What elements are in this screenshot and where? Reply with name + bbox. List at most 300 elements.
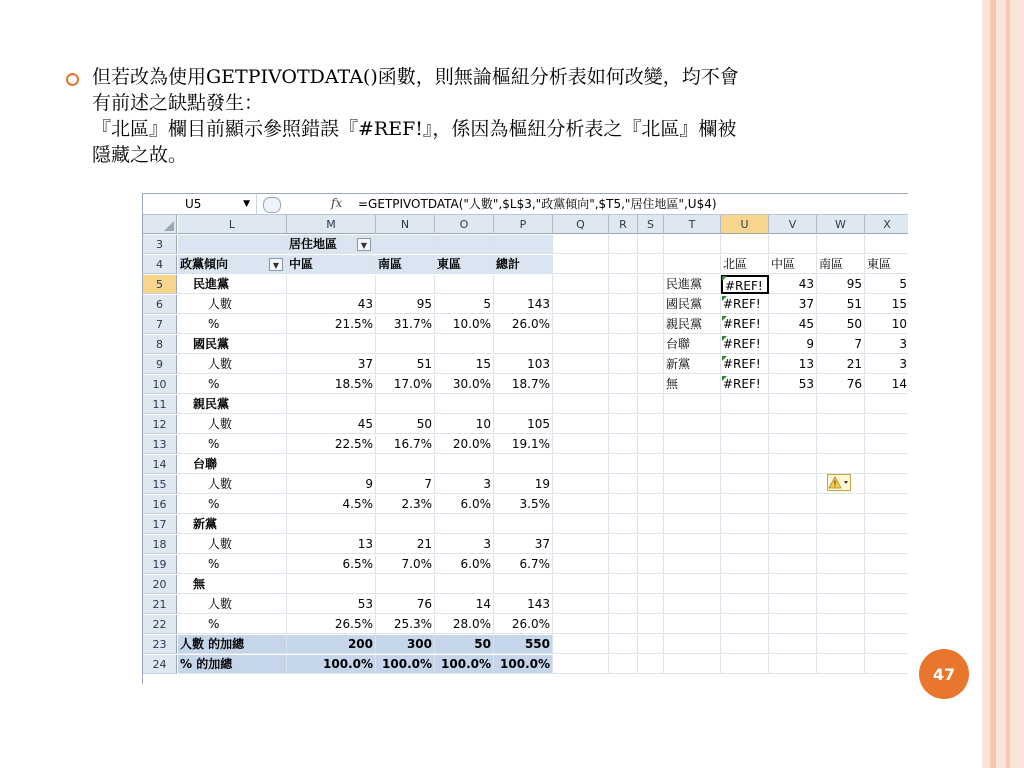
cell[interactable]: [664, 395, 721, 414]
cell[interactable]: 21.5%: [287, 315, 376, 334]
cell[interactable]: 103: [494, 355, 553, 374]
cell[interactable]: [553, 315, 609, 334]
cell[interactable]: 2.3%: [376, 495, 435, 514]
cell[interactable]: [287, 275, 376, 294]
cell[interactable]: [609, 575, 638, 594]
cell[interactable]: 6.0%: [435, 555, 494, 574]
cell[interactable]: [721, 415, 769, 434]
cell[interactable]: 51: [817, 295, 865, 314]
cell[interactable]: [287, 395, 376, 414]
cell[interactable]: [664, 235, 721, 254]
cell[interactable]: [494, 455, 553, 474]
cell[interactable]: [721, 495, 769, 514]
cell[interactable]: 95: [376, 295, 435, 314]
cell[interactable]: [817, 415, 865, 434]
cell[interactable]: [769, 435, 817, 454]
cell[interactable]: [769, 415, 817, 434]
cell[interactable]: 3: [435, 475, 494, 494]
cell[interactable]: [435, 575, 494, 594]
cell[interactable]: [494, 575, 553, 594]
cell[interactable]: [638, 595, 664, 614]
cell[interactable]: [664, 615, 721, 634]
cell[interactable]: 10: [865, 315, 908, 334]
cell[interactable]: [638, 535, 664, 554]
cell[interactable]: 民進黨: [664, 275, 721, 294]
row-header[interactable]: 7: [143, 315, 177, 334]
cell[interactable]: [609, 295, 638, 314]
cell[interactable]: [769, 655, 817, 674]
cell[interactable]: [553, 275, 609, 294]
cell[interactable]: [609, 435, 638, 454]
cell[interactable]: 28.0%: [435, 615, 494, 634]
cell[interactable]: [721, 455, 769, 474]
cell[interactable]: [494, 515, 553, 534]
cell[interactable]: #REF!: [721, 335, 769, 354]
row-header[interactable]: 10: [143, 375, 177, 394]
cell[interactable]: [721, 595, 769, 614]
cell[interactable]: 無: [178, 575, 287, 594]
row-header[interactable]: 19: [143, 555, 177, 574]
cell[interactable]: 26.0%: [494, 315, 553, 334]
cell[interactable]: 新黨: [178, 515, 287, 534]
cell[interactable]: 200: [287, 635, 376, 654]
cell[interactable]: #REF!: [721, 355, 769, 374]
cell[interactable]: [376, 515, 435, 534]
cell[interactable]: [638, 555, 664, 574]
cell[interactable]: [664, 435, 721, 454]
cell[interactable]: [376, 575, 435, 594]
cell[interactable]: [817, 575, 865, 594]
formula-input[interactable]: =GETPIVOTDATA("人數",$L$3,"政黨傾向",$T5,"居住地區",U$4): [358, 197, 717, 211]
error-warning-icon[interactable]: [827, 474, 851, 491]
cell[interactable]: [435, 235, 494, 254]
cell[interactable]: 37: [287, 355, 376, 374]
cell[interactable]: [609, 315, 638, 334]
cell[interactable]: 國民黨: [178, 335, 287, 354]
cell[interactable]: [664, 475, 721, 494]
cell[interactable]: #REF!: [721, 275, 769, 294]
cell[interactable]: [769, 235, 817, 254]
cell[interactable]: [553, 655, 609, 674]
cell[interactable]: 31.7%: [376, 315, 435, 334]
cell[interactable]: 3: [865, 355, 908, 374]
cell[interactable]: 3.5%: [494, 495, 553, 514]
cell[interactable]: [553, 355, 609, 374]
row-header[interactable]: 9: [143, 355, 177, 374]
cell[interactable]: %: [178, 615, 287, 634]
row-header[interactable]: 11: [143, 395, 177, 414]
pivot-filter-button[interactable]: ▼: [269, 258, 283, 271]
cell[interactable]: [664, 515, 721, 534]
cell[interactable]: [865, 515, 908, 534]
name-box[interactable]: [147, 194, 257, 214]
select-all-corner[interactable]: [143, 215, 177, 234]
cell[interactable]: [553, 435, 609, 454]
column-header[interactable]: L: [178, 215, 287, 234]
cell[interactable]: [553, 575, 609, 594]
cell[interactable]: [609, 535, 638, 554]
cell[interactable]: [865, 235, 908, 254]
cell[interactable]: [817, 435, 865, 454]
cell[interactable]: 5: [865, 275, 908, 294]
cell[interactable]: [865, 615, 908, 634]
row-header[interactable]: 15: [143, 475, 177, 494]
cell[interactable]: 無: [664, 375, 721, 394]
cell[interactable]: [638, 255, 664, 274]
cell[interactable]: [817, 395, 865, 414]
cell[interactable]: 45: [287, 415, 376, 434]
row-header[interactable]: 16: [143, 495, 177, 514]
cell[interactable]: 18.7%: [494, 375, 553, 394]
column-header[interactable]: X: [865, 215, 908, 234]
cell[interactable]: 37: [494, 535, 553, 554]
cell[interactable]: [553, 515, 609, 534]
cell[interactable]: [769, 495, 817, 514]
cell[interactable]: [817, 535, 865, 554]
cell[interactable]: 國民黨: [664, 295, 721, 314]
cell[interactable]: 東區: [865, 255, 908, 274]
cell[interactable]: 5: [435, 295, 494, 314]
cell[interactable]: 新黨: [664, 355, 721, 374]
cell[interactable]: 45: [769, 315, 817, 334]
cell[interactable]: [638, 415, 664, 434]
cell[interactable]: 43: [769, 275, 817, 294]
cell[interactable]: 20.0%: [435, 435, 494, 454]
cell[interactable]: 105: [494, 415, 553, 434]
cell[interactable]: [721, 235, 769, 254]
cell[interactable]: [553, 375, 609, 394]
cell[interactable]: 親民黨: [178, 395, 287, 414]
cell[interactable]: 民進黨: [178, 275, 287, 294]
cell[interactable]: 95: [817, 275, 865, 294]
cell[interactable]: 親民黨: [664, 315, 721, 334]
cell[interactable]: [287, 455, 376, 474]
cell[interactable]: [435, 335, 494, 354]
cell[interactable]: % 的加總: [178, 655, 287, 674]
cell[interactable]: [865, 555, 908, 574]
cell[interactable]: 100.0%: [376, 655, 435, 674]
cell[interactable]: 人數: [178, 595, 287, 614]
cell[interactable]: 16.7%: [376, 435, 435, 454]
cell[interactable]: 北區: [721, 255, 769, 274]
cell[interactable]: [769, 515, 817, 534]
cell[interactable]: 143: [494, 595, 553, 614]
column-header[interactable]: O: [435, 215, 494, 234]
row-header[interactable]: 24: [143, 655, 177, 674]
cell[interactable]: [664, 415, 721, 434]
cell[interactable]: [553, 595, 609, 614]
cell[interactable]: [865, 655, 908, 674]
cell[interactable]: 台聯: [664, 335, 721, 354]
cell[interactable]: [435, 515, 494, 534]
cell[interactable]: 台聯: [178, 455, 287, 474]
cell[interactable]: [769, 475, 817, 494]
cell[interactable]: [553, 475, 609, 494]
cell[interactable]: [638, 375, 664, 394]
cell[interactable]: [553, 455, 609, 474]
cell[interactable]: [609, 495, 638, 514]
cell[interactable]: 15: [865, 295, 908, 314]
pivot-header-cell[interactable]: 南區: [376, 255, 435, 274]
row-header[interactable]: 3: [143, 235, 177, 254]
name-box-dropdown-icon[interactable]: ▼: [243, 199, 250, 209]
cell[interactable]: [376, 275, 435, 294]
cell[interactable]: [638, 655, 664, 674]
cell[interactable]: [609, 355, 638, 374]
cell[interactable]: 53: [769, 375, 817, 394]
cell[interactable]: [638, 295, 664, 314]
column-header[interactable]: S: [638, 215, 664, 234]
cell[interactable]: [664, 455, 721, 474]
cell[interactable]: [865, 395, 908, 414]
pivot-header-cell[interactable]: 中區: [287, 255, 376, 274]
cell[interactable]: 50: [435, 635, 494, 654]
cell[interactable]: [609, 255, 638, 274]
cell[interactable]: [376, 395, 435, 414]
cell[interactable]: [553, 535, 609, 554]
row-header[interactable]: 5: [143, 275, 177, 294]
cell[interactable]: [865, 535, 908, 554]
cell[interactable]: %: [178, 555, 287, 574]
cell[interactable]: [865, 595, 908, 614]
cell[interactable]: [817, 655, 865, 674]
cell[interactable]: [865, 495, 908, 514]
cell[interactable]: [609, 655, 638, 674]
cell[interactable]: [865, 455, 908, 474]
cell[interactable]: [609, 415, 638, 434]
cell[interactable]: [435, 455, 494, 474]
cell[interactable]: [609, 455, 638, 474]
cell[interactable]: 76: [817, 375, 865, 394]
cell[interactable]: 37: [769, 295, 817, 314]
row-header[interactable]: 23: [143, 635, 177, 654]
cell[interactable]: 22.5%: [287, 435, 376, 454]
cell[interactable]: [664, 495, 721, 514]
cell[interactable]: [769, 555, 817, 574]
cell[interactable]: #REF!: [721, 295, 769, 314]
cell[interactable]: 中區: [769, 255, 817, 274]
cell[interactable]: [721, 555, 769, 574]
cell[interactable]: [609, 615, 638, 634]
cell[interactable]: [609, 335, 638, 354]
cell[interactable]: [817, 515, 865, 534]
cell[interactable]: 人數: [178, 295, 287, 314]
cell[interactable]: [721, 575, 769, 594]
cell[interactable]: 15: [435, 355, 494, 374]
column-header[interactable]: W: [817, 215, 865, 234]
cell[interactable]: [553, 395, 609, 414]
cell[interactable]: [638, 615, 664, 634]
cell[interactable]: [638, 635, 664, 654]
cell[interactable]: [769, 455, 817, 474]
cell[interactable]: [638, 435, 664, 454]
cell[interactable]: 7: [376, 475, 435, 494]
cell[interactable]: %: [178, 375, 287, 394]
cell[interactable]: [435, 395, 494, 414]
cell[interactable]: 6.7%: [494, 555, 553, 574]
row-header[interactable]: 13: [143, 435, 177, 454]
cell[interactable]: 17.0%: [376, 375, 435, 394]
cell[interactable]: [553, 255, 609, 274]
column-header[interactable]: M: [287, 215, 376, 234]
fx-icon[interactable]: fx: [331, 196, 343, 210]
cell[interactable]: [865, 475, 908, 494]
row-header[interactable]: 17: [143, 515, 177, 534]
pivot-header-cell[interactable]: 東區: [435, 255, 494, 274]
cell[interactable]: [721, 655, 769, 674]
pivot-header-cell[interactable]: 總計: [494, 255, 553, 274]
cell[interactable]: [721, 475, 769, 494]
cell[interactable]: [494, 335, 553, 354]
row-header[interactable]: 21: [143, 595, 177, 614]
cell[interactable]: [553, 615, 609, 634]
cell[interactable]: [664, 595, 721, 614]
cell[interactable]: 21: [376, 535, 435, 554]
cell[interactable]: 3: [435, 535, 494, 554]
cell[interactable]: [865, 435, 908, 454]
row-header[interactable]: 20: [143, 575, 177, 594]
cell[interactable]: [435, 275, 494, 294]
cell[interactable]: 4.5%: [287, 495, 376, 514]
cell[interactable]: [553, 335, 609, 354]
cell[interactable]: [376, 455, 435, 474]
cell[interactable]: [664, 535, 721, 554]
cell[interactable]: [609, 515, 638, 534]
cell[interactable]: 100.0%: [287, 655, 376, 674]
cell[interactable]: [178, 235, 287, 254]
cell[interactable]: 7: [817, 335, 865, 354]
cell[interactable]: 25.3%: [376, 615, 435, 634]
cell[interactable]: [817, 635, 865, 654]
cell[interactable]: [638, 335, 664, 354]
cell[interactable]: [769, 395, 817, 414]
cell[interactable]: [553, 635, 609, 654]
cell[interactable]: 人數: [178, 415, 287, 434]
cell[interactable]: 10: [435, 415, 494, 434]
cell[interactable]: [376, 335, 435, 354]
cell[interactable]: 南區: [817, 255, 865, 274]
cell[interactable]: [638, 315, 664, 334]
cell[interactable]: 19.1%: [494, 435, 553, 454]
cell[interactable]: [638, 355, 664, 374]
cell[interactable]: [817, 595, 865, 614]
column-header[interactable]: Q: [553, 215, 609, 234]
cell[interactable]: 人數: [178, 355, 287, 374]
cell[interactable]: [865, 415, 908, 434]
row-header[interactable]: 22: [143, 615, 177, 634]
cell[interactable]: [817, 455, 865, 474]
cell[interactable]: 50: [817, 315, 865, 334]
pivot-filter-button[interactable]: ▼: [357, 238, 371, 251]
cell[interactable]: %: [178, 435, 287, 454]
cell[interactable]: [769, 635, 817, 654]
cell[interactable]: [553, 415, 609, 434]
column-header[interactable]: P: [494, 215, 553, 234]
cell[interactable]: 7.0%: [376, 555, 435, 574]
cell[interactable]: 51: [376, 355, 435, 374]
cell[interactable]: 人數: [178, 535, 287, 554]
cell[interactable]: [609, 275, 638, 294]
cell[interactable]: [553, 495, 609, 514]
cell[interactable]: [664, 255, 721, 274]
cell[interactable]: [553, 235, 609, 254]
cell[interactable]: [609, 595, 638, 614]
formula-expand-icon[interactable]: [263, 197, 281, 213]
cell[interactable]: [609, 375, 638, 394]
cell[interactable]: [721, 535, 769, 554]
cell[interactable]: [769, 595, 817, 614]
cell[interactable]: 26.5%: [287, 615, 376, 634]
row-header[interactable]: 14: [143, 455, 177, 474]
pivot-header-cell[interactable]: 居住地區: [287, 235, 376, 254]
cell[interactable]: [609, 395, 638, 414]
cell[interactable]: 3: [865, 335, 908, 354]
cell[interactable]: 14: [865, 375, 908, 394]
cell[interactable]: [609, 235, 638, 254]
cell[interactable]: [376, 235, 435, 254]
cell[interactable]: 6.0%: [435, 495, 494, 514]
cell[interactable]: [494, 395, 553, 414]
cell[interactable]: %: [178, 495, 287, 514]
cell[interactable]: 26.0%: [494, 615, 553, 634]
cell[interactable]: [494, 235, 553, 254]
pivot-header-cell[interactable]: 政黨傾向: [178, 255, 287, 274]
cell[interactable]: [638, 475, 664, 494]
cell[interactable]: [638, 235, 664, 254]
cell[interactable]: [721, 615, 769, 634]
cell[interactable]: 9: [769, 335, 817, 354]
cell[interactable]: 人數: [178, 475, 287, 494]
column-header[interactable]: U: [721, 215, 769, 234]
cell[interactable]: [817, 235, 865, 254]
row-header[interactable]: 12: [143, 415, 177, 434]
cell[interactable]: [721, 395, 769, 414]
cell[interactable]: 76: [376, 595, 435, 614]
cell[interactable]: 19: [494, 475, 553, 494]
cell[interactable]: [769, 575, 817, 594]
cell[interactable]: 300: [376, 635, 435, 654]
cell[interactable]: [553, 295, 609, 314]
column-header[interactable]: N: [376, 215, 435, 234]
cell[interactable]: [721, 635, 769, 654]
cell[interactable]: 13: [769, 355, 817, 374]
cell[interactable]: [638, 495, 664, 514]
cell[interactable]: [865, 635, 908, 654]
cell[interactable]: [287, 335, 376, 354]
cell[interactable]: 6.5%: [287, 555, 376, 574]
cell[interactable]: 13: [287, 535, 376, 554]
cell[interactable]: %: [178, 315, 287, 334]
cell[interactable]: 18.5%: [287, 375, 376, 394]
cell[interactable]: 550: [494, 635, 553, 654]
cell[interactable]: 50: [376, 415, 435, 434]
cell[interactable]: #REF!: [721, 375, 769, 394]
cell[interactable]: [664, 575, 721, 594]
row-header[interactable]: 4: [143, 255, 177, 274]
cell[interactable]: [865, 575, 908, 594]
cell[interactable]: 21: [817, 355, 865, 374]
cell[interactable]: [664, 635, 721, 654]
cell[interactable]: #REF!: [721, 315, 769, 334]
row-header[interactable]: 8: [143, 335, 177, 354]
cell[interactable]: [664, 555, 721, 574]
cell[interactable]: [638, 395, 664, 414]
cell[interactable]: 143: [494, 295, 553, 314]
cell[interactable]: [664, 655, 721, 674]
cell[interactable]: [609, 475, 638, 494]
cell[interactable]: [553, 555, 609, 574]
column-header[interactable]: R: [609, 215, 638, 234]
